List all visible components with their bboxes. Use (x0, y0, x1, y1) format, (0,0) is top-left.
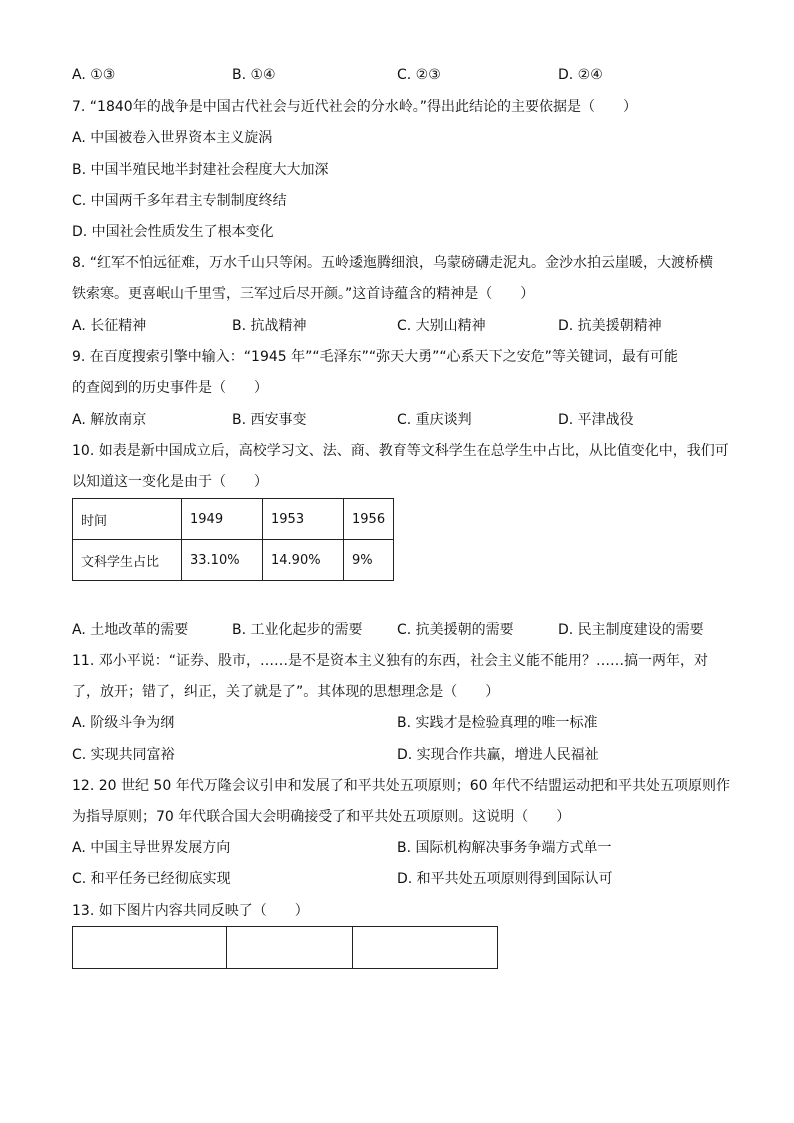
table-cell-1956: 9% (344, 540, 394, 581)
q9-option-c: C. 重庆谈判 (397, 412, 472, 428)
image-cell-2 (227, 927, 353, 969)
q6-option-c: C. ②③ (397, 67, 441, 83)
q12-stem-line1: 12. 20 世纪 50 年代万隆会议引申和发展了和平共处五项原则；60 年代不结盟运动把和平共处五项原则作 (72, 778, 730, 794)
q12-option-a: A. 中国主导世界发展方向 (72, 840, 231, 856)
q8-option-a: A. 长征精神 (72, 318, 147, 334)
q6-option-b: B. ①④ (232, 67, 276, 83)
q12-option-c: C. 和平任务已经彻底实现 (72, 871, 231, 887)
q11-option-c: C. 实现共同富裕 (72, 747, 175, 763)
q9-stem-line1: 9. 在百度搜索引擎中输入：“1945 年”“毛泽东”“弥天大勇”“心系天下之安危”等关键词，最有可能 (72, 349, 678, 365)
image-cell-1 (73, 927, 227, 969)
q12-option-b: B. 国际机构解决事务争端方式单一 (397, 840, 612, 856)
q12-stem-line2: 为指导原则；70 年代联合国大会明确接受了和平共处五项原则。这说明（ ） (72, 809, 571, 825)
q6-option-a: A. ①③ (72, 67, 116, 83)
q9-option-a: A. 解放南京 (72, 412, 147, 428)
q7-option-d: D. 中国社会性质发生了根本变化 (72, 224, 274, 240)
q11-option-d: D. 实现合作共赢，增进人民福祉 (397, 747, 599, 763)
q8-stem-line1: 8. “红军不怕远征难，万水千山只等闲。五岭逶迤腾细浪，乌蒙磅礴走泥丸。金沙水拍云崖暖，大渡桥横 (72, 255, 714, 271)
q12-option-d: D. 和平共处五项原则得到国际认可 (397, 871, 613, 887)
q7-option-c: C. 中国两千多年君主专制制度终结 (72, 193, 287, 209)
table-header-time: 时间 (73, 499, 182, 540)
q10-stem-line1: 10. 如表是新中国成立后，高校学习文、法、商、教育等文科学生在总学生中占比，从比值变化中，我们可 (72, 443, 729, 459)
q11-option-b: B. 实践才是检验真理的唯一标准 (397, 715, 598, 731)
table-cell-1949: 33.10% (182, 540, 263, 581)
q9-stem-line2: 的查阅到的历史事件是（ ） (72, 380, 268, 396)
table-header-1953: 1953 (263, 499, 344, 540)
q10-option-a: A. 土地改革的需要 (72, 622, 189, 638)
q10-option-b: B. 工业化起步的需要 (232, 622, 363, 638)
q9-option-d: D. 平津战役 (558, 412, 634, 428)
table-header-1949: 1949 (182, 499, 263, 540)
q8-stem-line2: 铁索寒。更喜岷山千里雪，三军过后尽开颜。”这首诗蕴含的精神是（ ） (72, 286, 535, 302)
table-row (73, 927, 498, 969)
q13-image-table (72, 926, 498, 969)
q10-option-c: C. 抗美援朝的需要 (397, 622, 514, 638)
q8-option-d: D. 抗美援朝精神 (558, 318, 662, 334)
q11-option-a: A. 阶级斗争为纲 (72, 715, 175, 731)
q11-stem-line2: 了，放开；错了，纠正，关了就是了”。其体现的思想理念是（ ） (72, 684, 500, 700)
q7-option-a: A. 中国被卷入世界资本主义旋涡 (72, 130, 273, 146)
table-header-1956: 1956 (344, 499, 394, 540)
q13-stem: 13. 如下图片内容共同反映了（ ） (72, 903, 309, 919)
q7-stem: 7. “1840年的战争是中国古代社会与近代社会的分水岭。”得出此结论的主要依据是（ ） (72, 99, 637, 115)
q8-option-b: B. 抗战精神 (232, 318, 307, 334)
image-cell-3 (353, 927, 498, 969)
table-row (73, 499, 394, 540)
table-row (73, 540, 394, 581)
q11-stem-line1: 11. 邓小平说：“证券、股市，……是不是资本主义独有的东西，社会主义能不能用？……搞一两年，对 (72, 653, 708, 669)
q7-option-b: B. 中国半殖民地半封建社会程度大大加深 (72, 162, 329, 178)
q9-option-b: B. 西安事变 (232, 412, 307, 428)
q6-option-d: D. ②④ (558, 67, 603, 83)
q8-option-c: C. 大别山精神 (397, 318, 486, 334)
table-row-label: 文科学生占比 (73, 540, 182, 581)
q10-data-table (72, 498, 394, 581)
table-cell-1953: 14.90% (263, 540, 344, 581)
q10-stem-line2: 以知道这一变化是由于（ ） (72, 474, 268, 490)
q10-option-d: D. 民主制度建设的需要 (558, 622, 704, 638)
